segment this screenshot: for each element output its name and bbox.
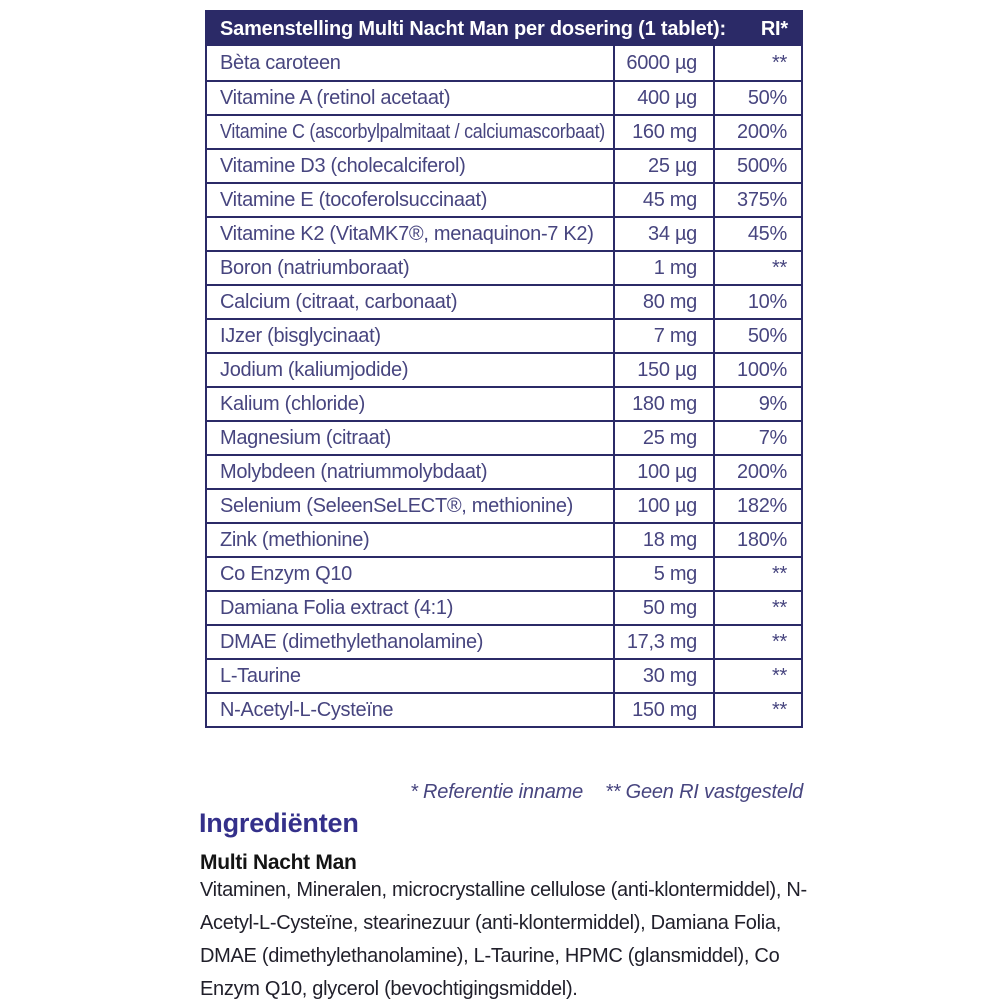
ri-cell <box>713 388 801 420</box>
table-row <box>207 624 801 658</box>
amount-cell <box>613 422 713 454</box>
amount-cell <box>613 320 713 352</box>
amount-value: 25 mg <box>642 426 697 449</box>
ingredient-name-cell <box>207 252 613 284</box>
amount-value: 1 mg <box>653 256 697 279</box>
amount-value: 160 mg <box>632 120 697 143</box>
ri-cell <box>713 150 801 182</box>
ri-cell <box>713 422 801 454</box>
amount-cell <box>613 626 713 658</box>
table-row <box>207 148 801 182</box>
ri-value: ** <box>772 630 787 653</box>
table-header <box>207 12 801 46</box>
ingredient-name: Molybdeen (natriummolybdaat) <box>220 460 488 483</box>
amount-value: 45 mg <box>642 188 697 211</box>
ri-cell <box>713 660 801 692</box>
amount-value: 34 µg <box>648 222 697 245</box>
ri-value: 9% <box>758 392 787 415</box>
table-row <box>207 182 801 216</box>
ri-value: ** <box>772 51 787 74</box>
table-row <box>207 522 801 556</box>
footnote <box>410 781 803 804</box>
ingredients-heading: Ingrediënten <box>199 808 359 838</box>
ingredient-name: Kalium (chloride) <box>220 392 365 415</box>
table-row <box>207 352 801 386</box>
ingredient-name-cell <box>207 456 613 488</box>
ingredient-name-cell <box>207 524 613 556</box>
composition-table <box>205 10 803 728</box>
ri-cell <box>713 46 801 80</box>
ri-cell <box>713 82 801 114</box>
table-row <box>207 692 801 726</box>
table-row <box>207 454 801 488</box>
table-row <box>207 114 801 148</box>
table-row <box>207 556 801 590</box>
ri-cell <box>713 490 801 522</box>
ingredient-name-cell <box>207 660 613 692</box>
amount-cell <box>613 46 713 80</box>
ri-value: 50% <box>747 324 787 347</box>
ingredient-name-cell <box>207 694 613 726</box>
footnote-no-ri: ** Geen RI vastgesteld <box>605 781 803 803</box>
amount-cell <box>613 558 713 590</box>
ri-value: 100% <box>737 358 787 381</box>
ri-value: 200% <box>737 120 787 143</box>
ingredient-name: DMAE (dimethylethanolamine) <box>220 630 484 653</box>
ri-value: 7% <box>758 426 787 449</box>
amount-value: 400 µg <box>637 86 697 109</box>
ri-cell <box>713 694 801 726</box>
ingredient-name-cell <box>207 592 613 624</box>
ri-cell <box>713 252 801 284</box>
ingredient-name: Boron (natriumboraat) <box>220 256 410 279</box>
amount-value: 150 µg <box>637 358 697 381</box>
table-row <box>207 658 801 692</box>
table-row <box>207 386 801 420</box>
ingredient-name-cell <box>207 286 613 318</box>
ingredient-name: Jodium (kaliumjodide) <box>220 358 409 381</box>
ri-cell <box>713 558 801 590</box>
ri-value: 500% <box>737 154 787 177</box>
ingredient-name-cell <box>207 626 613 658</box>
ri-value: ** <box>772 562 787 585</box>
amount-cell <box>613 252 713 284</box>
amount-cell <box>613 82 713 114</box>
amount-value: 7 mg <box>653 324 697 347</box>
table-row <box>207 250 801 284</box>
ingredient-name: Vitamine C (ascorbylpalmitaat / calciumascorbaat) <box>220 120 605 143</box>
ingredient-name: Vitamine E (tocoferolsuccinaat) <box>220 188 488 211</box>
ri-value: 180% <box>737 528 787 551</box>
ingredient-name: N-Acetyl-L-Cysteïne <box>220 698 394 721</box>
ri-cell <box>713 524 801 556</box>
footnote-reference-intake: * Referentie inname <box>410 781 584 803</box>
ri-value: 200% <box>737 460 787 483</box>
table-row <box>207 318 801 352</box>
ri-cell <box>713 354 801 386</box>
table-row <box>207 420 801 454</box>
ri-value: ** <box>772 256 787 279</box>
ri-value: ** <box>772 664 787 687</box>
amount-cell <box>613 116 713 148</box>
amount-value: 50 mg <box>642 596 697 619</box>
table-header-title-wrap <box>220 18 747 41</box>
amount-cell <box>613 524 713 556</box>
ingredient-name: IJzer (bisglycinaat) <box>220 324 381 347</box>
amount-value: 150 mg <box>632 698 697 721</box>
table-row <box>207 46 801 80</box>
amount-value: 100 µg <box>637 494 697 517</box>
ri-cell <box>713 116 801 148</box>
amount-cell <box>613 660 713 692</box>
table-row <box>207 80 801 114</box>
table-row <box>207 216 801 250</box>
ingredient-name: Calcium (citraat, carbonaat) <box>220 290 458 313</box>
amount-cell <box>613 184 713 216</box>
amount-value: 18 mg <box>642 528 697 551</box>
amount-value: 30 mg <box>642 664 697 687</box>
ingredient-name: Vitamine A (retinol acetaat) <box>220 86 451 109</box>
ingredient-name-cell <box>207 150 613 182</box>
ingredient-name: Vitamine K2 (VitaMK7®, menaquinon-7 K2) <box>220 222 594 245</box>
amount-cell <box>613 354 713 386</box>
ingredient-name-cell <box>207 558 613 590</box>
ri-cell <box>713 456 801 488</box>
ingredient-name-cell <box>207 388 613 420</box>
ingredient-name: Co Enzym Q10 <box>220 562 353 585</box>
amount-value: 25 µg <box>648 154 697 177</box>
table-row <box>207 590 801 624</box>
ingredients-text: Vitaminen, Mineralen, microcrystalline cellulose (anti-klontermiddel), N-Acetyl-L-Cysteïne, stearinezuur (anti-klontermiddel), Damiana Folia, DMAE (dimethylethanolamine), L-Taurine, HPMC (glansmiddel), Co Enzym Q10, glycerol (bevochtigingsmiddel). <box>200 879 807 1000</box>
amount-cell <box>613 456 713 488</box>
amount-value: 100 µg <box>637 460 697 483</box>
amount-value: 17,3 mg <box>626 630 697 653</box>
ingredient-name-cell <box>207 116 613 148</box>
amount-cell <box>613 388 713 420</box>
ri-value: 50% <box>747 86 787 109</box>
amount-value: 6000 µg <box>626 51 697 74</box>
ri-cell <box>713 626 801 658</box>
ri-value: 45% <box>747 222 787 245</box>
ri-cell <box>713 320 801 352</box>
amount-cell <box>613 490 713 522</box>
ingredient-name-cell <box>207 46 613 80</box>
ri-cell <box>713 184 801 216</box>
ingredient-name: Selenium (SeleenSeLECT®, methionine) <box>220 494 574 517</box>
ingredient-name-cell <box>207 218 613 250</box>
amount-value: 180 mg <box>632 392 697 415</box>
ingredient-name: Damiana Folia extract (4:1) <box>220 596 454 619</box>
ingredient-name-cell <box>207 490 613 522</box>
ri-column-header: RI* <box>760 17 788 40</box>
amount-value: 80 mg <box>642 290 697 313</box>
ri-value: ** <box>772 596 787 619</box>
ri-cell <box>713 286 801 318</box>
table-row <box>207 488 801 522</box>
ingredient-name: Vitamine D3 (cholecalciferol) <box>220 154 466 177</box>
amount-cell <box>613 150 713 182</box>
ri-cell <box>713 592 801 624</box>
ingredient-name-cell <box>207 422 613 454</box>
amount-value: 5 mg <box>653 562 697 585</box>
ingredient-name-cell <box>207 82 613 114</box>
ri-value: ** <box>772 698 787 721</box>
amount-cell <box>613 218 713 250</box>
ri-cell <box>713 218 801 250</box>
amount-cell <box>613 694 713 726</box>
ingredient-name-cell <box>207 354 613 386</box>
amount-cell <box>613 286 713 318</box>
amount-cell <box>613 592 713 624</box>
table-row <box>207 284 801 318</box>
ingredient-name: Zink (methionine) <box>220 528 370 551</box>
table-header-title: Samenstelling Multi Nacht Man per dosering (1 tablet): <box>220 17 726 40</box>
ri-value: 182% <box>737 494 787 517</box>
ingredient-name-cell <box>207 184 613 216</box>
table-body <box>207 46 801 726</box>
ri-value: 375% <box>737 188 787 211</box>
ingredient-name: Bèta caroteen <box>220 51 341 74</box>
ingredient-name-cell <box>207 320 613 352</box>
ingredient-name: L-Taurine <box>220 664 301 687</box>
ingredient-name: Magnesium (citraat) <box>220 426 392 449</box>
product-name: Multi Nacht Man <box>200 851 357 874</box>
ri-value: 10% <box>747 290 787 313</box>
